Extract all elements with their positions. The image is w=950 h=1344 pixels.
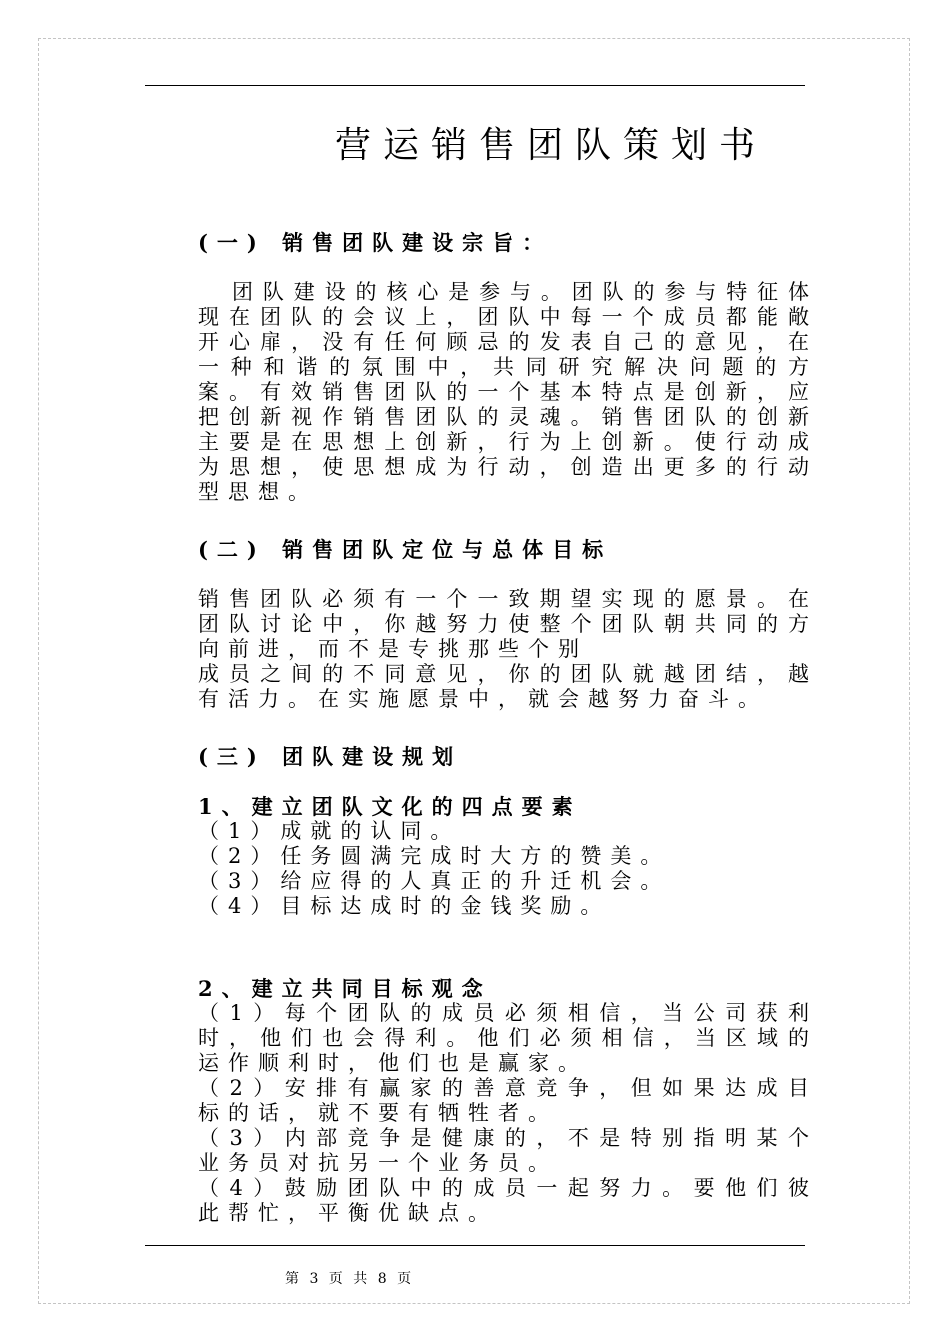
section-2-heading: (二) 销售团队定位与总体目标: [198, 537, 613, 562]
spacer: [198, 712, 818, 744]
footer-rule: [145, 1245, 805, 1246]
list-item: （4）目标达成时的金钱奖励。: [198, 894, 611, 918]
list-item: （1）成就的认同。: [198, 819, 461, 843]
spacer: [198, 951, 818, 976]
spacer: [198, 919, 818, 951]
subsection-1-heading: 1、建立团队文化的四点要素: [198, 794, 582, 819]
subsection-2-heading: 2、建立共同目标观念: [198, 976, 492, 1001]
page-number: 第 3 页 共 8 页: [285, 1271, 415, 1287]
section-1-paragraph: 团队建设的核心是参与。团队的参与特征体现在团队的会议上，团队中每一个成员都能敞开心扉，没有任何顾忌的发表自己的意见，在一种和谐的氛围中，共同研究解决问题的方案。有效销售团队的一个基本特点是创新，应把创新视作销售团队的灵魂。销售团队的创新主要是在思想上创新，行为上创新。使行动成为思想，使思想成为行动，创造出更多的行动型思想。: [198, 280, 818, 504]
document-title: 营运销售团队策划书: [335, 125, 768, 166]
section-2-paragraph-1: 销售团队必须有一个一致期望实现的愿景。在团队讨论中，你越努力使整个团队朝共同的方向前进，而不是专挑那些个别: [198, 587, 818, 661]
spacer: [198, 562, 818, 587]
list-item: （3）给应得的人真正的升迁机会。: [198, 869, 671, 893]
list-item: （4）鼓励团队中的成员一起努力。要他们彼此帮忙，平衡优缺点。: [198, 1176, 818, 1225]
list-item: （3）内部竞争是健康的，不是特别指明某个业务员对抗另一个业务员。: [198, 1126, 818, 1175]
header-rule: [145, 85, 805, 86]
list-item: （2）任务圆满完成时大方的赞美。: [198, 844, 671, 868]
section-1-heading: (一) 销售团队建设宗旨：: [198, 230, 553, 255]
list-item: （2）安排有赢家的善意竞争，但如果达成目标的话，就不要有牺牲者。: [198, 1076, 818, 1125]
spacer: [198, 769, 818, 794]
section-3-heading: (三) 团队建设规划: [198, 744, 463, 769]
spacer: [198, 255, 818, 280]
document-body: [198, 230, 818, 1226]
list-item: （1）每个团队的成员必须相信，当公司获利时，他们也会得利。他们必须相信，当区域的运作顺利时，他们也是赢家。: [198, 1001, 818, 1075]
section-2-paragraph-2: 成员之间的不同意见，你的团队就越团结，越有活力。在实施愿景中，就会越努力奋斗。: [198, 662, 818, 711]
spacer: [198, 505, 818, 537]
